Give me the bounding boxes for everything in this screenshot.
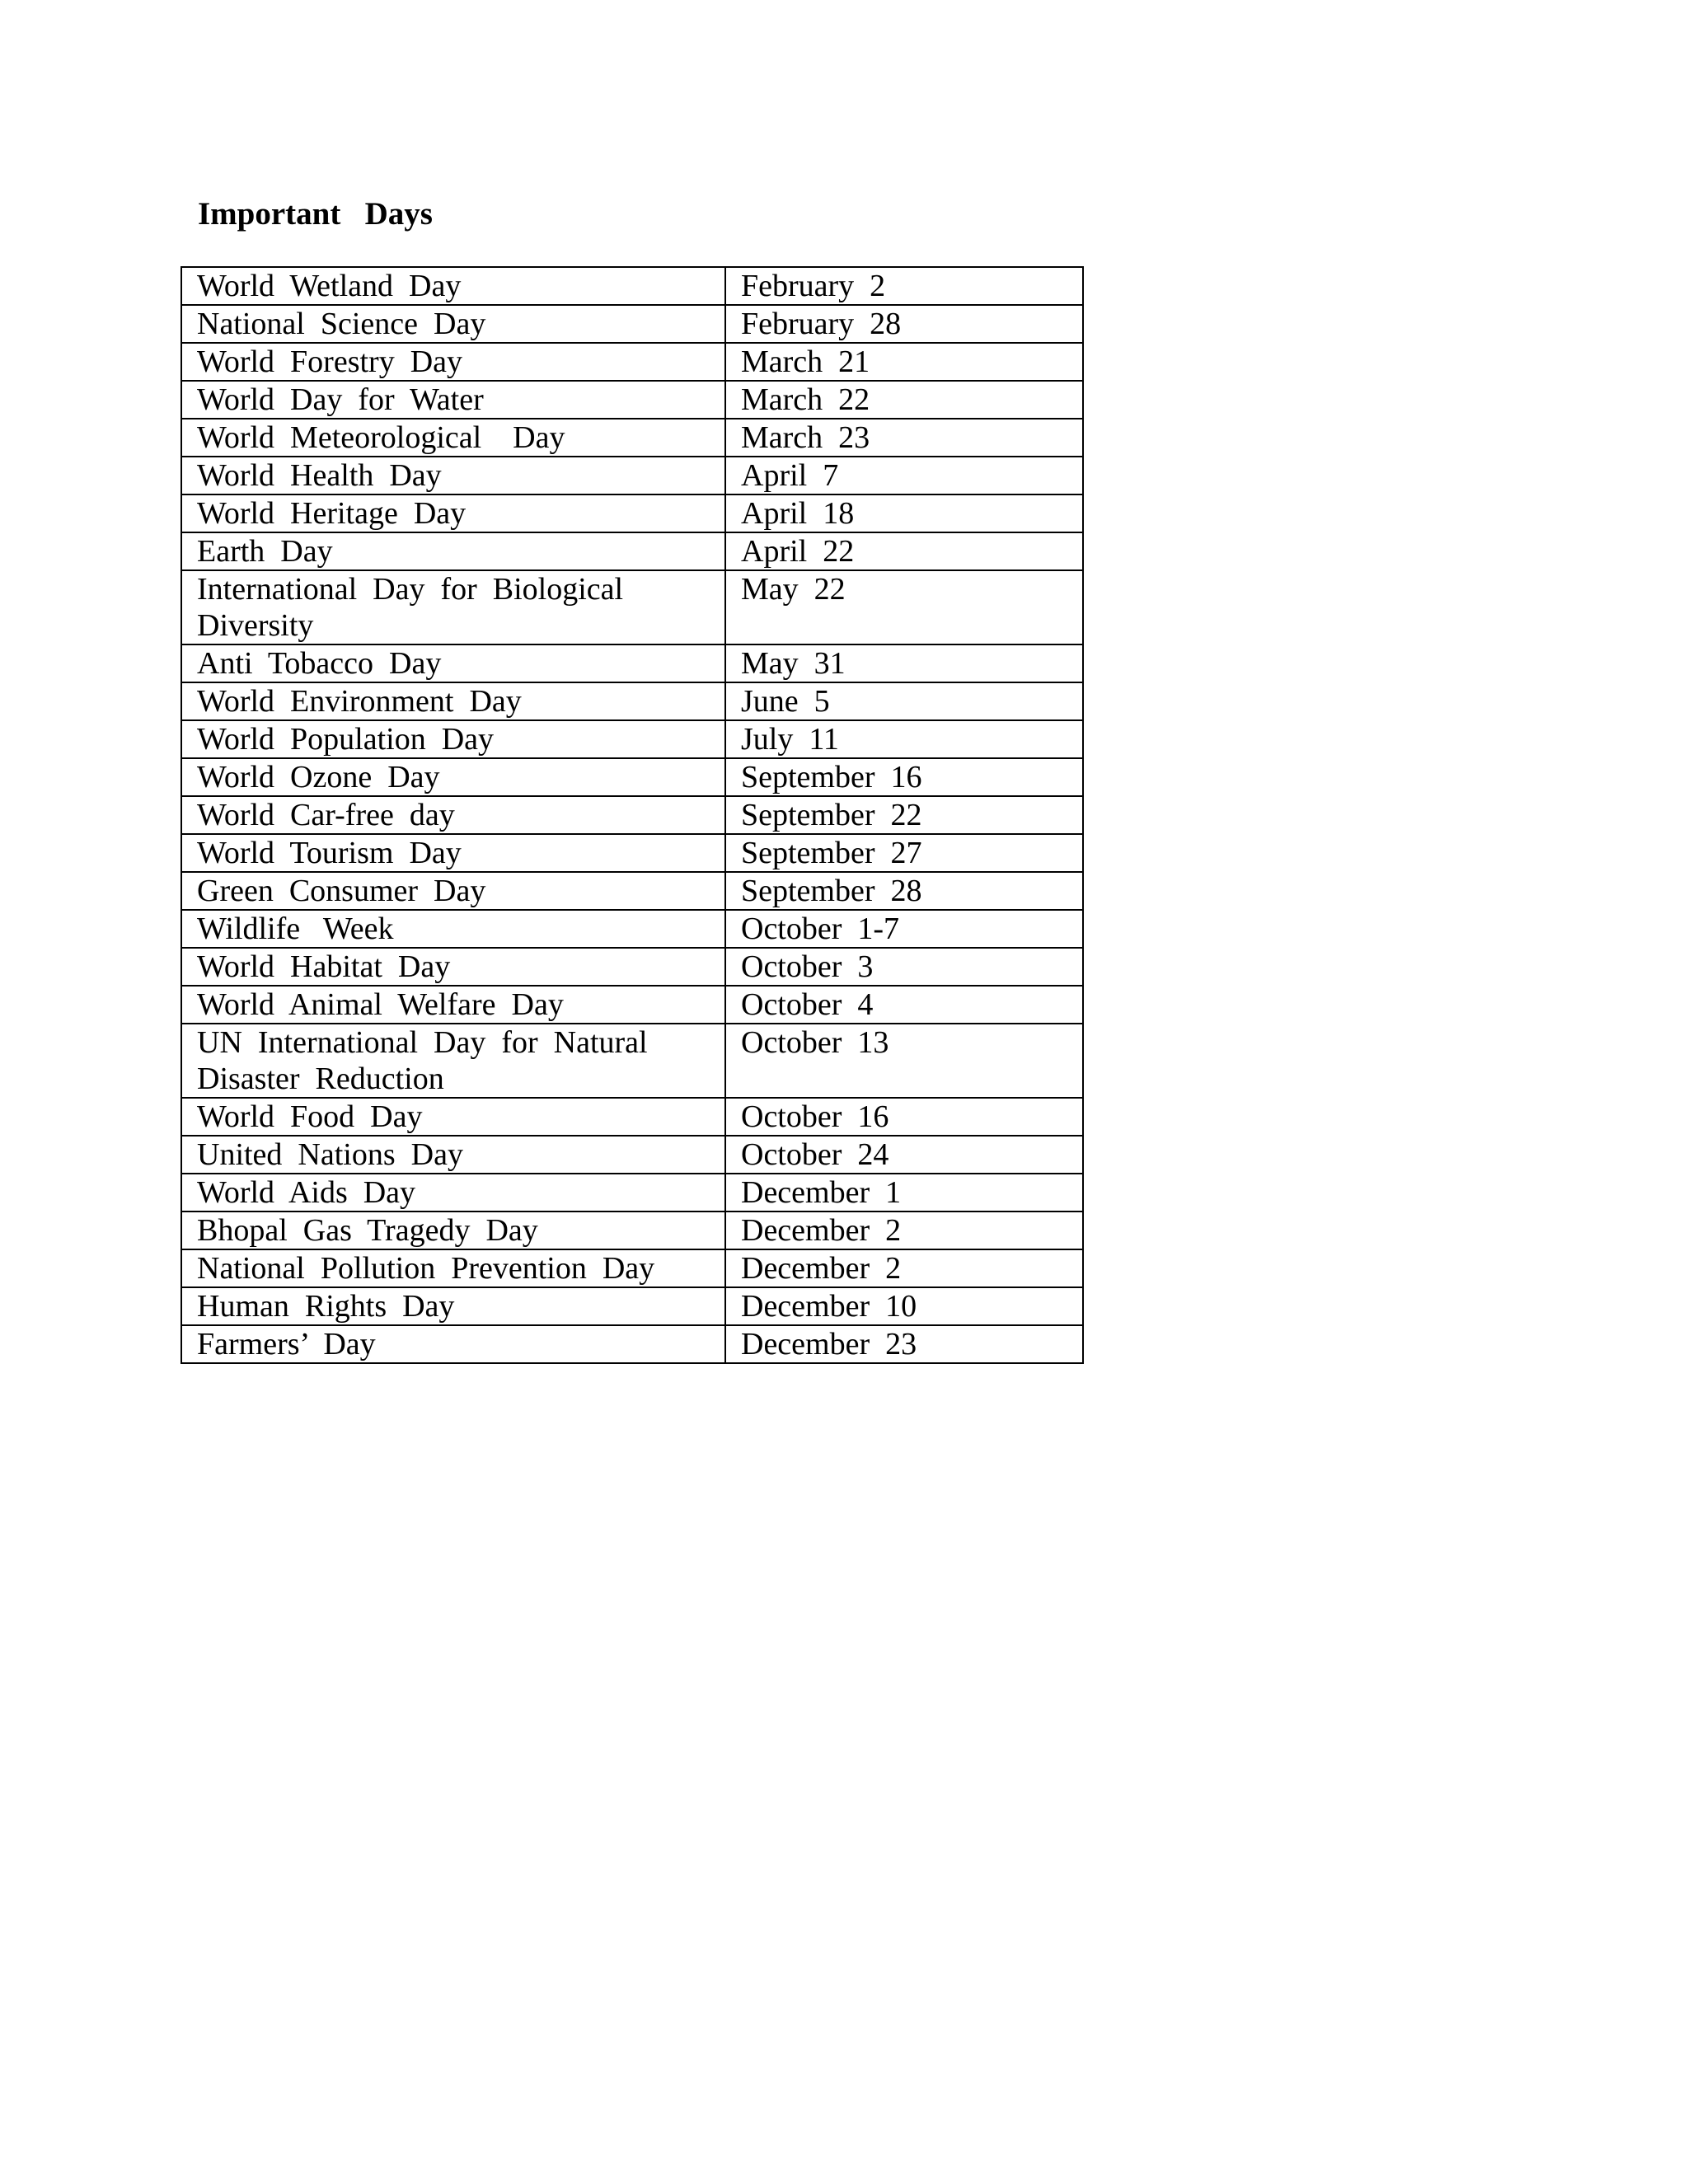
day-date-cell: October 13: [725, 1024, 1083, 1098]
day-name-cell: World Population Day: [181, 720, 725, 758]
day-date-cell: December 23: [725, 1325, 1083, 1363]
day-date-cell: March 22: [725, 381, 1083, 419]
day-date-cell: December 2: [725, 1249, 1083, 1287]
day-name-cell: World Aids Day: [181, 1174, 725, 1212]
table-row: [181, 720, 1083, 758]
day-date-cell: September 22: [725, 796, 1083, 834]
important-days-table-body: [181, 267, 1083, 1363]
table-row: [181, 494, 1083, 532]
day-name-cell: UN International Day for Natural Disaster Reduction: [181, 1024, 725, 1098]
table-row: [181, 1212, 1083, 1249]
day-date-cell: December 1: [725, 1174, 1083, 1212]
day-date-cell: October 1-7: [725, 910, 1083, 948]
day-date-cell: June 5: [725, 682, 1083, 720]
day-date-cell: March 23: [725, 419, 1083, 457]
day-date-cell: September 27: [725, 834, 1083, 872]
table-row: [181, 872, 1083, 910]
day-name-cell: Anti Tobacco Day: [181, 644, 725, 682]
day-name-cell: Human Rights Day: [181, 1287, 725, 1325]
day-name-cell: World Forestry Day: [181, 343, 725, 381]
table-row: [181, 343, 1083, 381]
day-name-cell: World Heritage Day: [181, 494, 725, 532]
day-date-cell: September 28: [725, 872, 1083, 910]
day-date-cell: July 11: [725, 720, 1083, 758]
day-name-cell: World Food Day: [181, 1098, 725, 1136]
day-name-cell: Bhopal Gas Tragedy Day: [181, 1212, 725, 1249]
table-row: [181, 948, 1083, 986]
table-row: [181, 267, 1083, 305]
table-row: [181, 796, 1083, 834]
table-row: [181, 1174, 1083, 1212]
day-date-cell: October 16: [725, 1098, 1083, 1136]
day-name-cell: Farmers’ Day: [181, 1325, 725, 1363]
table-row: [181, 1136, 1083, 1174]
day-name-cell: World Car-free day: [181, 796, 725, 834]
day-date-cell: December 10: [725, 1287, 1083, 1325]
day-date-cell: October 4: [725, 986, 1083, 1024]
day-name-cell: World Day for Water: [181, 381, 725, 419]
day-date-cell: May 31: [725, 644, 1083, 682]
day-name-cell: World Health Day: [181, 457, 725, 494]
table-row: [181, 682, 1083, 720]
day-date-cell: December 2: [725, 1212, 1083, 1249]
day-name-cell: World Tourism Day: [181, 834, 725, 872]
day-name-cell: World Meteorological Day: [181, 419, 725, 457]
table-row: [181, 986, 1083, 1024]
table-row: [181, 381, 1083, 419]
day-date-cell: October 3: [725, 948, 1083, 986]
day-date-cell: April 18: [725, 494, 1083, 532]
table-row: [181, 570, 1083, 644]
day-name-cell: United Nations Day: [181, 1136, 725, 1174]
day-date-cell: March 21: [725, 343, 1083, 381]
day-name-cell: Earth Day: [181, 532, 725, 570]
table-row: [181, 1249, 1083, 1287]
day-name-cell: World Environment Day: [181, 682, 725, 720]
page-title: Important Days: [198, 196, 433, 232]
day-name-cell: World Ozone Day: [181, 758, 725, 796]
table-row: [181, 1098, 1083, 1136]
table-row: [181, 758, 1083, 796]
day-name-cell: National Pollution Prevention Day: [181, 1249, 725, 1287]
table-row: [181, 1024, 1083, 1098]
table-row: [181, 910, 1083, 948]
table-row: [181, 532, 1083, 570]
day-name-cell: Wildlife Week: [181, 910, 725, 948]
day-date-cell: April 22: [725, 532, 1083, 570]
important-days-table: [181, 266, 1084, 1364]
day-date-cell: February 2: [725, 267, 1083, 305]
day-name-cell: World Wetland Day: [181, 267, 725, 305]
day-date-cell: October 24: [725, 1136, 1083, 1174]
day-name-cell: Green Consumer Day: [181, 872, 725, 910]
table-row: [181, 1287, 1083, 1325]
table-row: [181, 644, 1083, 682]
day-date-cell: September 16: [725, 758, 1083, 796]
day-date-cell: May 22: [725, 570, 1083, 644]
day-name-cell: World Animal Welfare Day: [181, 986, 725, 1024]
table-row: [181, 1325, 1083, 1363]
day-date-cell: April 7: [725, 457, 1083, 494]
day-date-cell: February 28: [725, 305, 1083, 343]
day-name-cell: World Habitat Day: [181, 948, 725, 986]
table-row: [181, 419, 1083, 457]
day-name-cell: International Day for Biological Diversity: [181, 570, 725, 644]
day-name-cell: National Science Day: [181, 305, 725, 343]
table-row: [181, 457, 1083, 494]
table-row: [181, 834, 1083, 872]
table-row: [181, 305, 1083, 343]
